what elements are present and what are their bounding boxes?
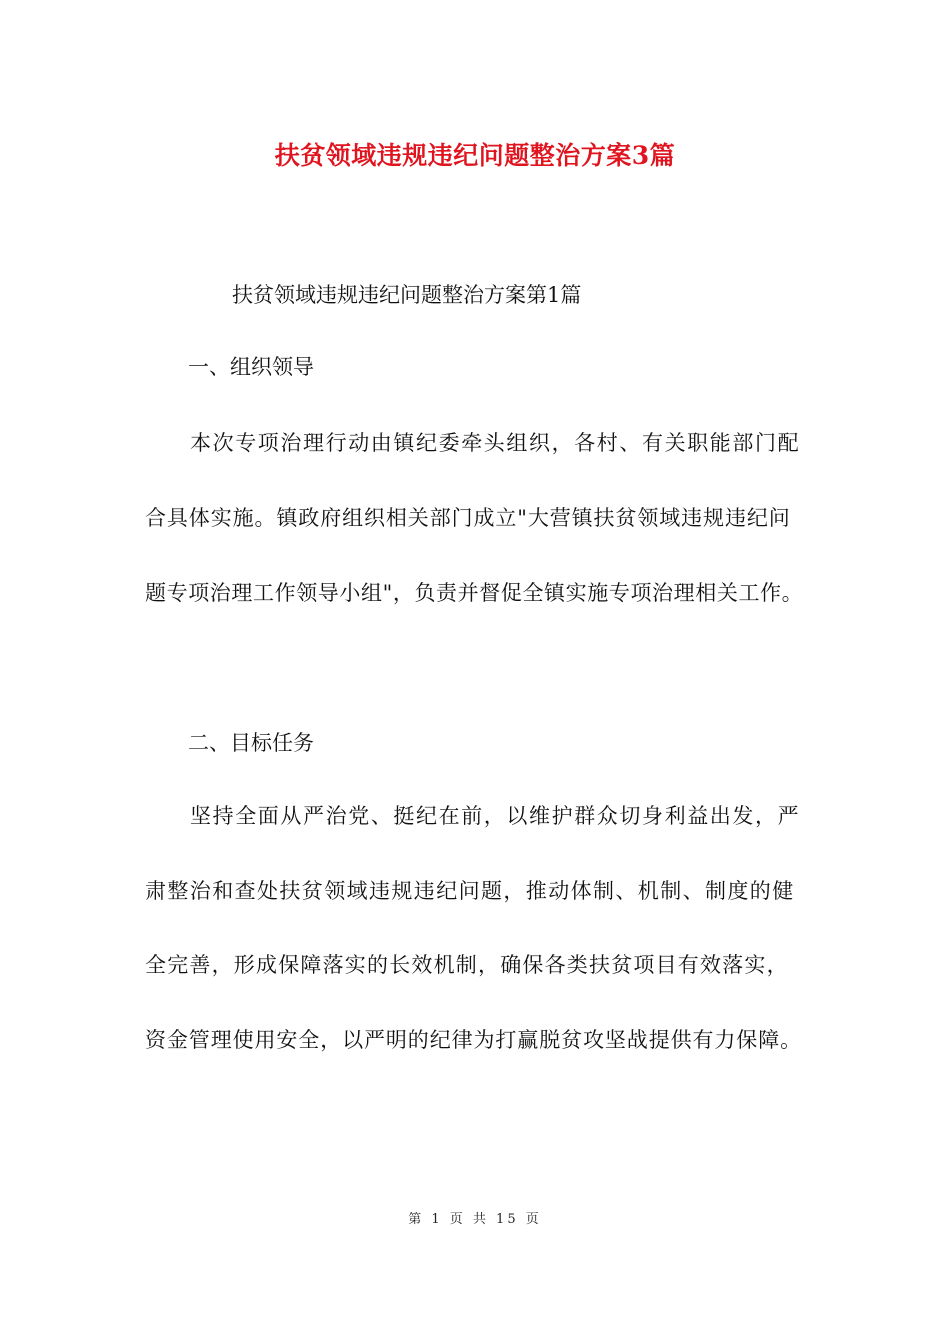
- section-1-heading: 一、组织领导: [188, 355, 314, 379]
- document-title: 扶贫领域违规违纪问题整治方案3篇: [274, 141, 676, 170]
- article-subtitle: 扶贫领域违规违纪问题整治方案第1篇: [232, 283, 582, 307]
- section-1-line-1: 本次专项治理行动由镇纪委牵头组织，各村、有关职能部门配: [190, 431, 801, 455]
- section-2-line-4: 资金管理使用安全，以严明的纪律为打赢脱贫攻坚战提供有力保障。: [145, 1028, 802, 1052]
- section-2-line-3: 全完善，形成保障落实的长效机制，确保各类扶贫项目有效落实，: [145, 953, 789, 977]
- section-2-heading: 二、目标任务: [188, 731, 314, 755]
- section-1-line-3: 题专项治理工作领导小组"，负责并督促全镇实施专项治理相关工作。: [145, 581, 804, 605]
- section-2-line-1: 坚持全面从严治党、挺纪在前，以维护群众切身利益出发，严: [190, 804, 801, 828]
- section-2-line-2: 肃整治和查处扶贫领域违规违纪问题，推动体制、机制、制度的健: [145, 879, 795, 903]
- page-footer: 第 1 页 共 15 页: [408, 1212, 542, 1227]
- section-1-line-2: 合具体实施。镇政府组织相关部门成立"大营镇扶贫领域违规违纪问: [145, 506, 791, 530]
